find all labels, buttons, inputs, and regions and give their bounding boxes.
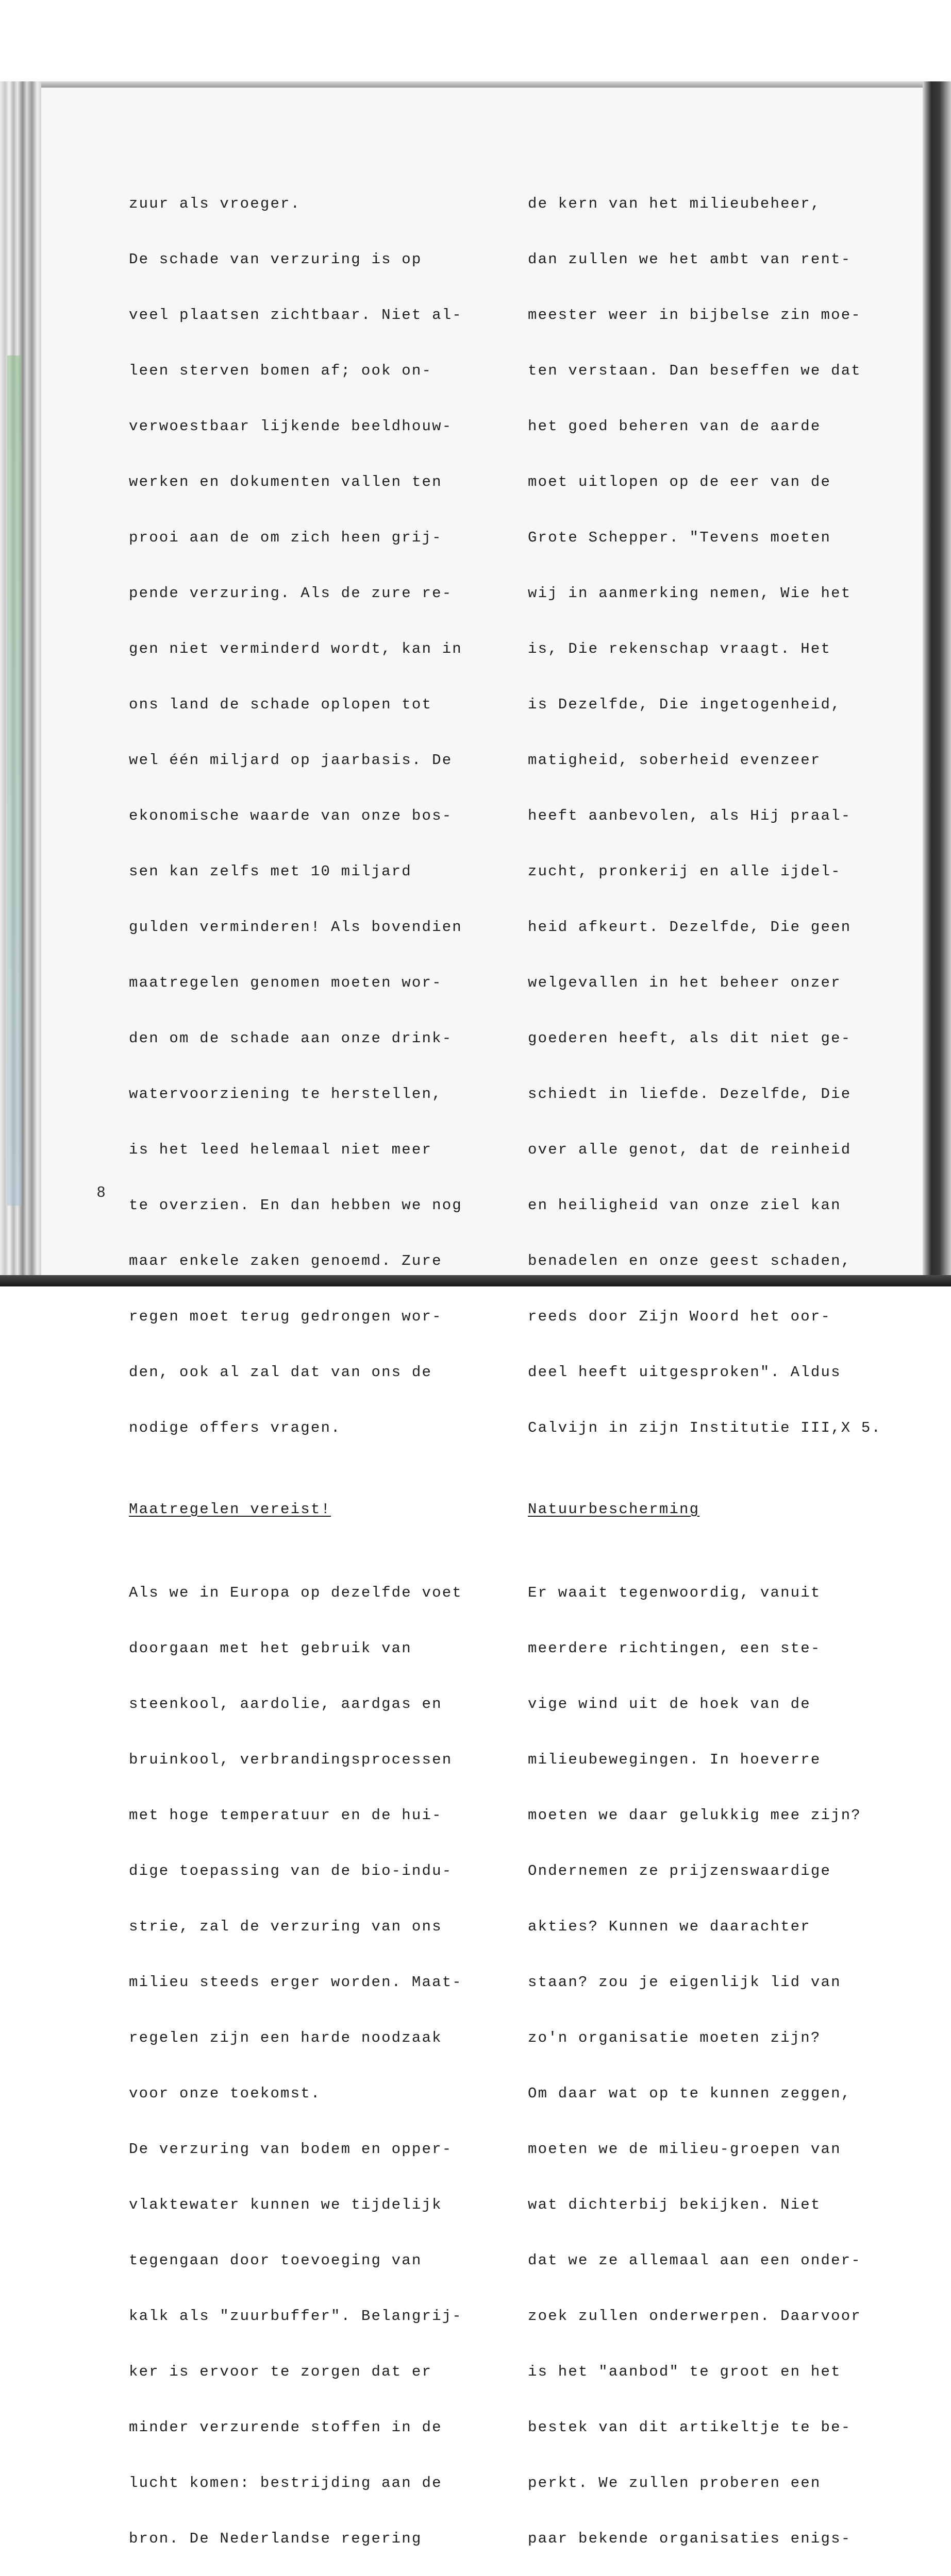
text-line: regelen zijn een harde noodzaak xyxy=(129,2029,442,2046)
text-line: bron. De Nederlandse regering xyxy=(129,2530,422,2547)
text-line: dige toepassing van de bio-indu- xyxy=(129,1862,453,1879)
section-heading-maatregelen: Maatregelen vereist! xyxy=(129,1501,331,1518)
text-line: wel één miljard op jaarbasis. De xyxy=(129,752,453,769)
text-line: milieu steeds erger worden. Maat- xyxy=(129,1974,462,1991)
text-line: is, Die rekenschap vraagt. Het xyxy=(528,640,831,657)
text-line: doorgaan met het gebruik van xyxy=(129,1640,412,1657)
text-line: moeten we daar gelukkig mee zijn? xyxy=(528,1807,861,1824)
text-line: prooi aan de om zich heen grij- xyxy=(129,529,442,546)
text-line: ten verstaan. Dan beseffen we dat xyxy=(528,362,861,379)
text-line: vige wind uit de hoek van de xyxy=(528,1696,811,1713)
text-line: maar enkele zaken genoemd. Zure xyxy=(129,1252,442,1269)
text-line: en heiligheid van onze ziel kan xyxy=(528,1197,841,1214)
text-line: wat dichterbij bekijken. Niet xyxy=(528,2196,821,2213)
text-line: regen moet terug gedrongen wor- xyxy=(129,1308,442,1325)
text-line: den om de schade aan onze drink- xyxy=(129,1030,453,1047)
text-line: De verzuring van bodem en opper- xyxy=(129,2141,453,2158)
text-line: moeten we de milieu-groepen van xyxy=(528,2141,841,2158)
text-line: bruinkool, verbrandingsprocessen xyxy=(129,1751,453,1768)
text-line: pende verzuring. Als de zure re- xyxy=(129,585,453,602)
text-line: matigheid, soberheid evenzeer xyxy=(528,752,821,769)
text-line: meester weer in bijbelse zin moe- xyxy=(528,307,861,324)
text-line: strie, zal de verzuring van ons xyxy=(129,1918,442,1935)
page-number: 8 xyxy=(97,1184,106,1200)
text-line: zoek zullen onderwerpen. Daarvoor xyxy=(528,2308,861,2325)
text-line: ons land de schade oplopen tot xyxy=(129,696,432,713)
text-line: gulden verminderen! Als bovendien xyxy=(129,919,462,936)
text-line: is het leed helemaal niet meer xyxy=(129,1141,432,1158)
page-right-edge xyxy=(923,81,951,1286)
text-line: Ondernemen ze prijzenswaardige xyxy=(528,1862,831,1879)
text-line: watervoorziening te herstellen, xyxy=(129,1086,442,1103)
text-line: steenkool, aardolie, aardgas en xyxy=(129,1696,442,1713)
text-line: veel plaatsen zichtbaar. Niet al- xyxy=(129,307,462,324)
right-column xyxy=(528,158,920,2576)
text-line: maatregelen genomen moeten wor- xyxy=(129,974,442,991)
text-line: dan zullen we het ambt van rent- xyxy=(528,251,852,268)
text-line: zo'n organisatie moeten zijn? xyxy=(528,2029,821,2046)
text-line: leen sterven bomen af; ook on- xyxy=(129,362,432,379)
text-line: ekonomische waarde van onze bos- xyxy=(129,807,453,824)
text-line: vlaktewater kunnen we tijdelijk xyxy=(129,2196,442,2213)
text-line: schiedt in liefde. Dezelfde, Die xyxy=(528,1086,852,1103)
text-line: kalk als "zuurbuffer". Belangrij- xyxy=(129,2308,462,2325)
text-line: Om daar wat op te kunnen zeggen, xyxy=(528,2085,852,2102)
text-line: sen kan zelfs met 10 miljard xyxy=(129,863,412,880)
text-line: bestek van dit artikeltje te be- xyxy=(528,2419,852,2436)
text-line: zuur als vroeger. xyxy=(129,195,301,212)
text-line: heid afkeurt. Dezelfde, Die geen xyxy=(528,919,852,936)
text-line: wij in aanmerking nemen, Wie het xyxy=(528,585,852,602)
text-line: is Dezelfde, Die ingetogenheid, xyxy=(528,696,841,713)
text-line: Calvijn in zijn Institutie III,X 5. xyxy=(528,1419,882,1436)
text-line: staan? zou je eigenlijk lid van xyxy=(528,1974,841,1991)
text-line: meerdere richtingen, een ste- xyxy=(528,1640,821,1657)
text-line: werken en dokumenten vallen ten xyxy=(129,473,442,490)
text-line: nodige offers vragen. xyxy=(129,1419,341,1436)
text-line: den, ook al zal dat van ons de xyxy=(129,1364,432,1381)
text-line: gen niet verminderd wordt, kan in xyxy=(129,640,462,657)
text-line: De schade van verzuring is op xyxy=(129,251,422,268)
scan-top-edge xyxy=(0,81,951,88)
left-column xyxy=(129,158,510,2576)
text-line: de kern van het milieubeheer, xyxy=(528,195,821,212)
text-line: goederen heeft, als dit niet ge- xyxy=(528,1030,852,1047)
text-line: benadelen en onze geest schaden, xyxy=(528,1252,852,1269)
text-line: het goed beheren van de aarde xyxy=(528,418,821,435)
text-line: Er waait tegenwoordig, vanuit xyxy=(528,1584,821,1601)
text-line: milieubewegingen. In hoeverre xyxy=(528,1751,821,1768)
text-line: akties? Kunnen we daarachter xyxy=(528,1918,811,1935)
text-line: deel heeft uitgesproken". Aldus xyxy=(528,1364,841,1381)
text-line: heeft aanbevolen, als Hij praal- xyxy=(528,807,852,824)
text-line: tegengaan door toevoeging van xyxy=(129,2252,422,2269)
text-line: dat we ze allemaal aan een onder- xyxy=(528,2252,861,2269)
text-line: Grote Schepper. "Tevens moeten xyxy=(528,529,831,546)
text-line: met hoge temperatuur en de hui- xyxy=(129,1807,442,1824)
text-line: perkt. We zullen proberen een xyxy=(528,2475,821,2492)
text-line: is het "aanbod" te groot en het xyxy=(528,2363,841,2380)
section-heading-natuurbescherming: Natuurbescherming xyxy=(528,1501,700,1518)
text-line: voor onze toekomst. xyxy=(129,2085,321,2102)
text-line: te overzien. En dan hebben we nog xyxy=(129,1197,462,1214)
text-line: moet uitlopen op de eer van de xyxy=(528,473,831,490)
text-line: welgevallen in het beheer onzer xyxy=(528,974,841,991)
page-edge-tint xyxy=(7,355,22,1206)
text-line: ker is ervoor te zorgen dat er xyxy=(129,2363,432,2380)
text-line: verwoestbaar lijkende beeldhouw- xyxy=(129,418,453,435)
text-line: zucht, pronkerij en alle ijdel- xyxy=(528,863,841,880)
text-line: Als we in Europa op dezelfde voet xyxy=(129,1584,462,1601)
text-line: reeds door Zijn Woord het oor- xyxy=(528,1308,831,1325)
text-line: paar bekende organisaties enigs- xyxy=(528,2530,852,2547)
text-line: minder verzurende stoffen in de xyxy=(129,2419,442,2436)
text-line: over alle genot, dat de reinheid xyxy=(528,1141,852,1158)
text-line: lucht komen: bestrijding aan de xyxy=(129,2475,442,2492)
